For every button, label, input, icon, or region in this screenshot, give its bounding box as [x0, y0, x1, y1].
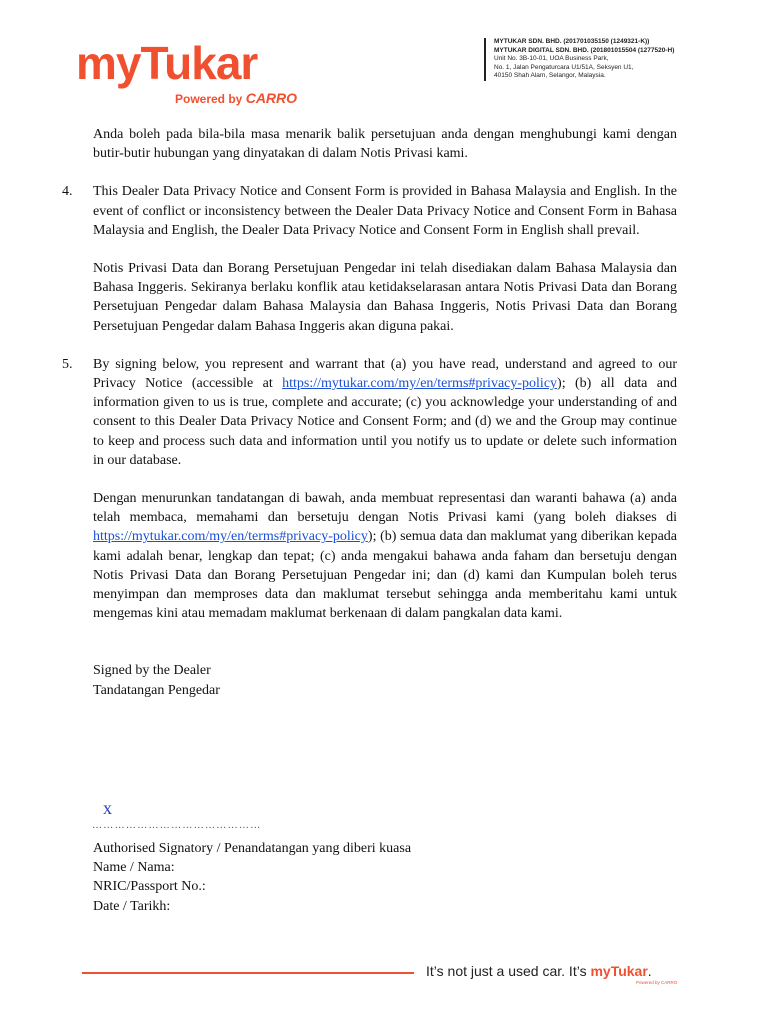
date-label: Date / Tarikh:: [93, 898, 171, 914]
signature-mark: x: [103, 798, 112, 818]
clause-5-malay: Dengan menurunkan tandatangan di bawah, anda membuat representasi dan waranti bahawa (a) anda telah membaca, memahami dan bersetuju dengan Notis Privasi kami (yang boleh diakses di https://mytukar.com/my/en/terms#privacy-policy); (b) semua data dan maklumat yang diberikan kepada kami adalah benar, lengkap dan tepat; (c) anda mengakui bahawa anda faham dan bersetuju dengan Notis Privasi Data dan Borang Persetujuan Pengedar ini; dan (d) kami dan Kumpulan boleh terus menyimpan dan memproses data dan maklumat tersebut sehingga anda memberitahu kami untuk mengemas kini atau memadam maklumat berkenaan di dalam pangkalan data kami.: [93, 491, 677, 622]
clause-4-english: This Dealer Data Privacy Notice and Consent Form is provided in Bahasa Malaysia and English. In the event of conflict or inconsistency between the Dealer Data Privacy Notice and Consent Form in Bahasa Malaysia and English, the Dealer Data Privacy Notice and Consent Form in English shall prevail.: [93, 184, 677, 238]
clause-4-malay: Notis Privasi Data dan Borang Persetujuan Pengedar ini telah disediakan dalam Bahasa Malaysia dan Bahasa Inggeris. Sekiranya berlaku konflik atau ketidakselarasan antara Notis Privasi Data dan Borang Persetujuan Pengedar dalam Bahasa Malaysia dan Bahasa Inggeris, Notis Privasi Data dan Borang Persetujuan Pengedar dalam Bahasa Inggeris akan diguna pakai.: [93, 261, 677, 334]
tandatangan-pengedar: Tandatangan Pengedar: [93, 682, 220, 698]
mytukar-logo: [76, 37, 298, 106]
address-line-1: Unit No. 3B-10-01, UOA Business Park,: [494, 55, 609, 63]
address-line-3: 40150 Shah Alam, Selangor, Malaysia.: [494, 72, 606, 80]
clause-4-number: 4.: [62, 184, 73, 200]
footer-brand: myTukar: [590, 963, 648, 979]
signature-line: ………………………………………: [92, 820, 262, 831]
address-line-2: No. 1, Jalan Pengaturcara U1/51A, Seksyen U1,: [494, 63, 634, 71]
footer-powered-by: Powered by CARRO: [636, 980, 678, 985]
clause-5-english: By signing below, you represent and warrant that (a) you have read, understand and agreed to our Privacy Notice (accessible at https://mytukar.com/my/en/terms#privacy-policy); (b) all data and information given to us is true, complete and accurate; (c) you acknowledge your understanding of and consent to this Dealer Data Privacy Notice and Consent Form; and (d) we and the Group may continue to keep and process such data and information until you notify us to update or delete such information in our database.: [93, 356, 677, 468]
clause-5-number: 5.: [62, 356, 73, 372]
intro-paragraph-my: Anda boleh pada bila-bila masa menarik balik persetujuan anda dengan menghubungi kami dengan butir-butir hubungan yang dinyatakan di dalam Notis Privasi kami.: [93, 127, 677, 162]
company-name-1: MYTUKAR SDN. BHD. (201701035150 (1249321-K)): [494, 38, 650, 45]
logo-wordmark: myTukar: [76, 37, 258, 89]
company-info: [484, 38, 694, 81]
company-name-2: MYTUKAR DIGITAL SDN. BHD. (201801015504 (1277520-H): [494, 46, 675, 54]
document-body: [62, 125, 677, 700]
signed-by-dealer: Signed by the Dealer: [93, 663, 211, 679]
logo-carro: CARRO: [245, 90, 298, 106]
clause-5: [62, 355, 677, 624]
footer-tagline: It’s not just a used car. It’s myTukar.: [426, 963, 652, 979]
footer-divider: [82, 972, 414, 974]
name-label: Name / Nama:: [93, 860, 175, 876]
clause-4: [62, 182, 677, 335]
privacy-policy-link[interactable]: https://mytukar.com/my/en/terms#privacy-policy: [282, 376, 558, 392]
logo-powered-by: Powered by CARRO: [175, 90, 298, 106]
privacy-policy-link-my[interactable]: https://mytukar.com/my/en/terms#privacy-policy: [93, 529, 368, 545]
signature-block: [93, 839, 411, 916]
authorised-signatory-label: Authorised Signatory / Penandatangan yang diberi kuasa: [93, 841, 412, 856]
nric-label: NRIC/Passport No.:: [93, 879, 206, 895]
